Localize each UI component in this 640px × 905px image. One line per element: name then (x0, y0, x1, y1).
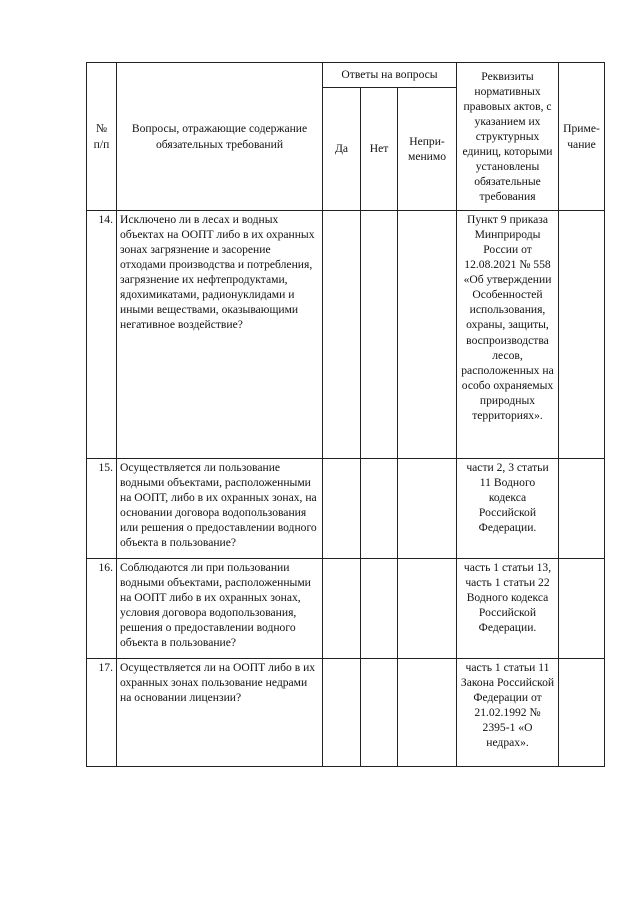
row-question: Осуществляется ли на ООПТ либо в их охранных зонах пользование недрами на основании лицензии? (117, 659, 323, 767)
answer-no-cell[interactable] (361, 211, 398, 459)
answer-no-cell[interactable] (361, 459, 398, 559)
answer-yes-cell[interactable] (323, 559, 361, 659)
table-row (87, 559, 605, 659)
answer-no-cell[interactable] (361, 559, 398, 659)
header-question: Вопросы, отражающие содержание обязательных требований (117, 63, 323, 211)
row-note-cell[interactable] (559, 559, 605, 659)
answer-no-cell[interactable] (361, 659, 398, 767)
row-reference: Пункт 9 приказа Минприроды России от 12.08.2021 № 558 «Об утверждении Особенностей использования, охраны, защиты, воспроизводства лесов, расположенных на особо охраняемых природных территориях». (457, 211, 559, 459)
row-number: 15. (87, 459, 117, 559)
row-note-cell[interactable] (559, 211, 605, 459)
header-yes: Да (323, 88, 361, 211)
row-question: Осуществляется ли пользование водными объектами, расположенными на ООПТ, либо в их охранных зонах, на основании договора водопользования или решения о предоставлении водного объекта в пользование? (117, 459, 323, 559)
answer-yes-cell[interactable] (323, 659, 361, 767)
answer-na-cell[interactable] (398, 559, 457, 659)
row-reference: часть 1 статьи 11 Закона Российской Федерации от 21.02.1992 № 2395-1 «О недрах». (457, 659, 559, 767)
table-row (87, 659, 605, 767)
answer-na-cell[interactable] (398, 459, 457, 559)
row-number: 16. (87, 559, 117, 659)
answer-na-cell[interactable] (398, 659, 457, 767)
row-note-cell[interactable] (559, 659, 605, 767)
row-number: 17. (87, 659, 117, 767)
answer-na-cell[interactable] (398, 211, 457, 459)
row-question: Соблюдаются ли при пользовании водными объектами, расположенными на ООПТ либо в их охранных зонах, условия договора водопользования, решения о предоставлении водного объекта в пользование? (117, 559, 323, 659)
header-answers-group: Ответы на вопросы (323, 63, 457, 88)
row-number: 14. (87, 211, 117, 459)
header-num: № п/п (87, 63, 117, 211)
requirements-checklist-table (86, 62, 605, 767)
row-reference: часть 1 статьи 13, часть 1 статьи 22 Водного кодекса Российской Федерации. (457, 559, 559, 659)
row-note-cell[interactable] (559, 459, 605, 559)
answer-yes-cell[interactable] (323, 459, 361, 559)
table-row (87, 211, 605, 459)
header-note: Приме-чание (559, 63, 605, 211)
table-row (87, 459, 605, 559)
row-reference: части 2, 3 статьи 11 Водного кодекса Российской Федерации. (457, 459, 559, 559)
header-reference: Реквизиты нормативных правовых актов, с указанием их структурных единиц, которыми установлены обязательные требования (457, 63, 559, 211)
header-not-applicable: Непри-менимо (398, 88, 457, 211)
row-question: Исключено ли в лесах и водных объектах на ООПТ либо в их охранных зонах загрязнение и засорение отходами производства и потребления, загрязнение их нефтепродуктами, ядохимикатами, радионуклидами и иными веществами, оказывающими негативное воздействие? (117, 211, 323, 459)
header-row (87, 63, 605, 88)
header-no: Нет (361, 88, 398, 211)
answer-yes-cell[interactable] (323, 211, 361, 459)
